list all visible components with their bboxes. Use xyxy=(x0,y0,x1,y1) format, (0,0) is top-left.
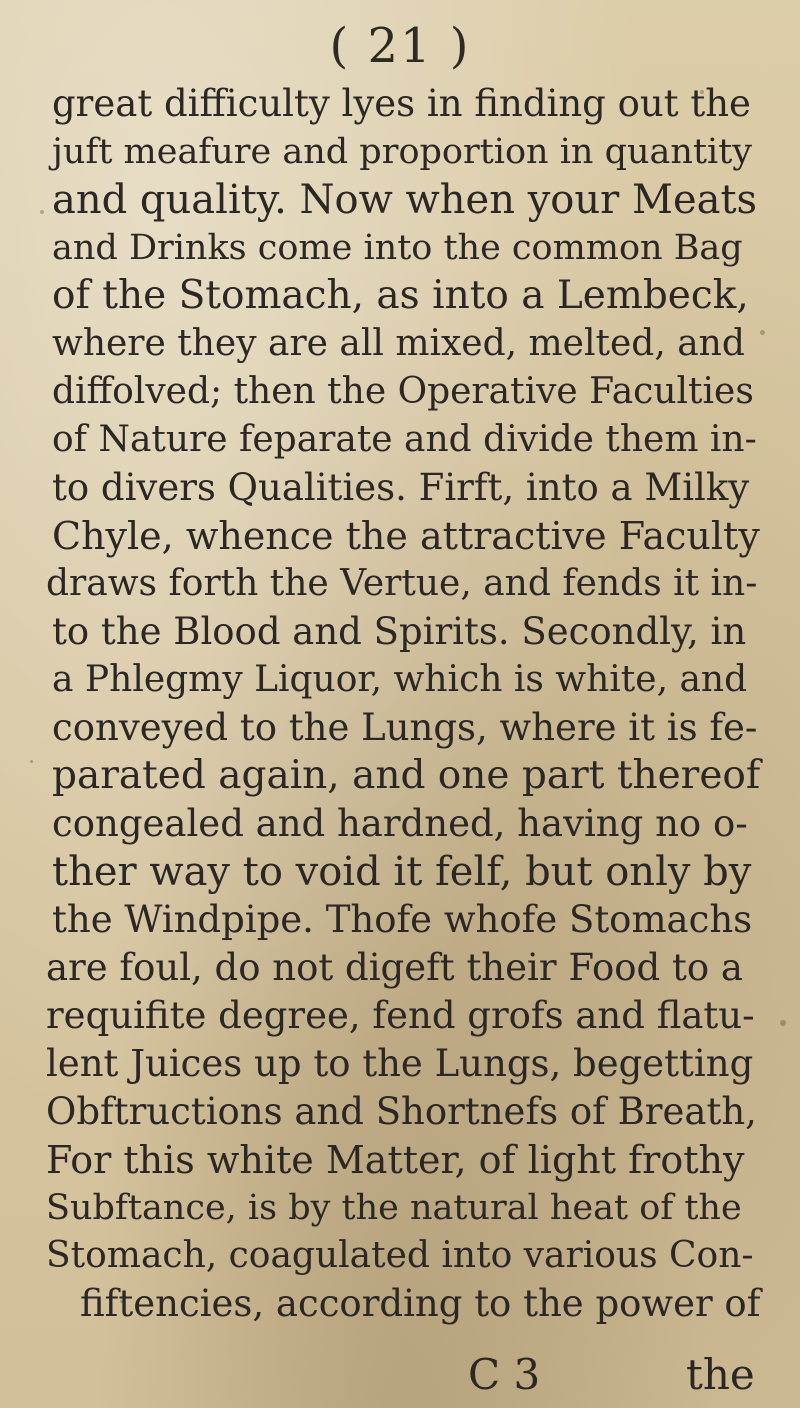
text-line: where they are all mixed, melted, and xyxy=(52,323,745,364)
text-line: Obftructions and Shortnefs of Breath, xyxy=(46,1090,757,1133)
paper-speck xyxy=(40,210,44,214)
text-line: of Nature feparate and divide them in- xyxy=(52,419,757,460)
text-line: Stomach, coagulated into various Con- xyxy=(46,1235,754,1276)
text-line: juft meafure and proportion in quantity xyxy=(52,132,753,172)
text-line: congealed and hardned, having no o- xyxy=(52,802,748,845)
paper-speck xyxy=(760,330,765,335)
text-line: to divers Qualities. Firft, into a Milky xyxy=(52,466,750,509)
text-line: a Phlegmy Liquor, which is white, and xyxy=(52,659,748,700)
text-line: ther way to void it felf, but only by xyxy=(52,849,752,895)
text-line: diffolved; then the Operative Faculties xyxy=(52,371,754,412)
paper-speck xyxy=(780,1020,786,1026)
signature-mark: C 3 xyxy=(468,1350,541,1399)
text-line: of the Stomach, as into a Lembeck, xyxy=(52,273,749,318)
text-line: conveyed to the Lungs, where it is fe- xyxy=(52,706,758,749)
text-line: the Windpipe. Thofe whofe Stomachs xyxy=(52,898,753,941)
page-number: ( 21 ) xyxy=(329,18,471,74)
text-line: Chyle, whence the attractive Faculty xyxy=(52,514,760,558)
text-line: requifite degree, fend grofs and flatu- xyxy=(46,994,755,1037)
text-line: great difficulty lyes in finding out the xyxy=(52,82,751,125)
catchword: the xyxy=(686,1350,755,1399)
text-line: and Drinks come into the common Bag xyxy=(52,228,743,268)
text-line: are foul, do not digeft their Food to a xyxy=(46,946,743,989)
text-line: Subftance, is by the natural heat of the xyxy=(46,1188,742,1228)
text-line: fiftencies, according to the power of xyxy=(80,1282,761,1325)
text-line: lent Juices up to the Lungs, begetting xyxy=(46,1042,754,1085)
paper-speck xyxy=(30,760,33,763)
text-line: For this white Matter, of light frothy xyxy=(46,1138,745,1182)
text-line: to the Blood and Spirits. Secondly, in xyxy=(52,610,747,653)
text-line: and quality. Now when your Meats xyxy=(52,177,758,223)
text-line: draws forth the Vertue, and fends it in- xyxy=(46,563,758,604)
text-line: parated again, and one part thereof xyxy=(52,753,761,798)
